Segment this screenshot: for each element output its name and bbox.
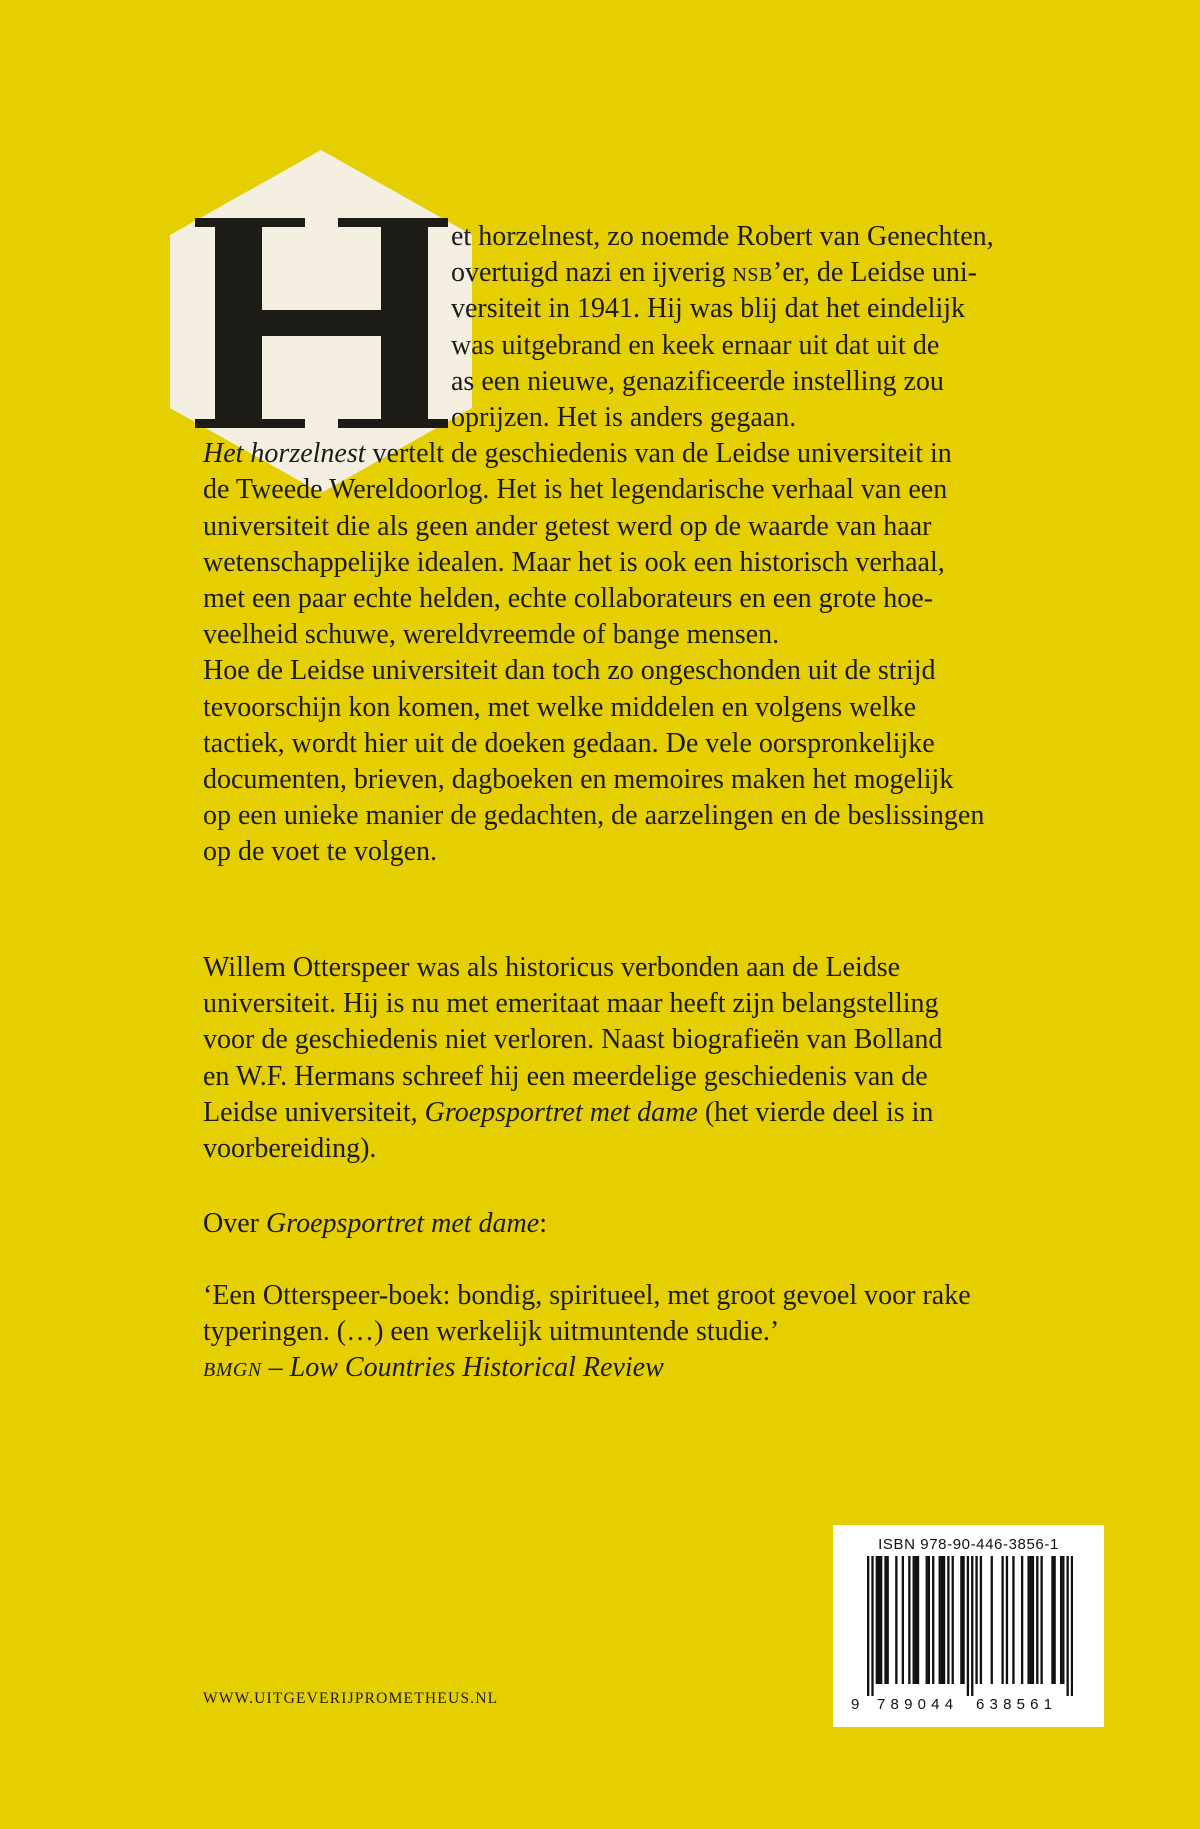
isbn-label: ISBN 978-90-446-3856-1 bbox=[878, 1536, 1059, 1553]
barcode-bar bbox=[878, 1556, 880, 1684]
barcode-bar bbox=[917, 1556, 919, 1684]
body-line: documenten, brieven, dagboeken en memoires maken het mogelijk bbox=[203, 764, 954, 796]
barcode-area bbox=[833, 1525, 1104, 1727]
barcode-bar bbox=[967, 1556, 969, 1696]
barcode-bar bbox=[915, 1556, 917, 1684]
barcode-bar bbox=[880, 1556, 882, 1684]
barcode-digit-lead: 9 bbox=[851, 1696, 860, 1713]
body-line: met een paar echte helden, echte collaborateurs en een grote hoe- bbox=[203, 583, 933, 615]
quote-line: ‘Een Otterspeer-boek: bondig, spiritueel, met groot gevoel voor rake bbox=[203, 1280, 971, 1311]
bio-line: voor de geschiedenis niet verloren. Naast biografieën van Bolland bbox=[203, 1024, 943, 1056]
barcode-bar bbox=[926, 1556, 928, 1684]
barcode-bar bbox=[932, 1556, 934, 1684]
barcode-bar bbox=[943, 1556, 945, 1684]
bio-line: universiteit. Hij is nu met emeritaat maar heeft zijn belangstelling bbox=[203, 988, 939, 1020]
barcode-bar bbox=[1062, 1556, 1064, 1684]
quote-line: typeringen. (…) een werkelijk uitmuntende studie.’ bbox=[203, 1316, 780, 1348]
barcode-bar bbox=[947, 1556, 949, 1684]
barcode-bar bbox=[902, 1556, 904, 1684]
barcode-bar bbox=[1032, 1556, 1034, 1684]
barcode-bar bbox=[941, 1556, 943, 1684]
barcode-bar bbox=[908, 1556, 910, 1684]
body-line: wetenschappelijke idealen. Maar het is ook een historisch verhaal, bbox=[203, 546, 945, 578]
body-line: op de voet te volgen. bbox=[203, 836, 438, 868]
intro-line: as een nieuwe, genazificeerde instelling zou bbox=[451, 365, 944, 397]
barcode-icon bbox=[867, 1556, 1073, 1696]
barcode-bar bbox=[962, 1556, 964, 1684]
barcode-bar bbox=[960, 1556, 962, 1684]
body-line: Het horzelnest vertelt de geschiedenis van de Leidse universiteit in bbox=[203, 438, 952, 470]
barcode-digits-left: 789044 bbox=[877, 1696, 959, 1713]
body-line: tevoorschijn kon komen, met welke middelen en volgens welke bbox=[203, 691, 917, 723]
review-quote bbox=[203, 1278, 1043, 1387]
barcode-bar bbox=[1051, 1556, 1053, 1684]
author-bio bbox=[203, 950, 1043, 1167]
barcode-bar bbox=[1071, 1556, 1073, 1696]
barcode-bar bbox=[980, 1556, 982, 1684]
bio-line: Leidse universiteit, Groepsportret met dame (het vierde deel is in bbox=[203, 1096, 934, 1128]
body-line: Hoe de Leidse universiteit dan toch zo ongeschonden uit de strijd bbox=[203, 655, 936, 687]
barcode-bar bbox=[1021, 1556, 1023, 1684]
barcode-bar bbox=[991, 1556, 993, 1684]
barcode-bar bbox=[1001, 1556, 1003, 1684]
barcode-bar bbox=[895, 1556, 897, 1684]
body-line: tactiek, wordt hier uit de doeken gedaan. De vele oorspronkelijke bbox=[203, 727, 935, 759]
source-abbreviation: bmgn bbox=[203, 1352, 262, 1384]
barcode-bar bbox=[971, 1556, 973, 1696]
previous-book-title: Groepsportret met dame bbox=[424, 1096, 698, 1128]
barcode-bar bbox=[1006, 1556, 1008, 1684]
body-line: veelheid schuwe, wereldvreemde of bange mensen. bbox=[203, 619, 780, 651]
barcode-bar bbox=[1030, 1556, 1032, 1684]
barcode-bar bbox=[1036, 1556, 1038, 1684]
barcode-bar bbox=[876, 1556, 878, 1684]
barcode-bar bbox=[1060, 1556, 1062, 1684]
intro-line: overtuigd nazi en ijverig nsb’er, de Leidse uni- bbox=[451, 257, 977, 289]
barcode-bar bbox=[1027, 1556, 1029, 1684]
drop-cap-letter: H bbox=[195, 218, 196, 219]
barcode-bar bbox=[928, 1556, 930, 1684]
barcode-bar bbox=[939, 1556, 941, 1684]
barcode-bar bbox=[871, 1556, 873, 1696]
body-line: op een unieke manier de gedachten, de aarzelingen en de beslissingen bbox=[203, 800, 985, 832]
bio-line: voorbereiding). bbox=[203, 1133, 377, 1165]
book-title: Het horzelnest bbox=[203, 438, 366, 470]
barcode-bar bbox=[867, 1556, 869, 1696]
quote-book-title: Groepsportret met dame bbox=[265, 1208, 540, 1239]
quote-source: bmgn – Low Countries Historical Review bbox=[203, 1352, 664, 1384]
barcode-bar bbox=[884, 1556, 886, 1684]
nsb-abbreviation: nsb bbox=[732, 257, 773, 289]
barcode-bar bbox=[887, 1556, 889, 1684]
bio-line: en W.F. Hermans schreef hij een meerdelige geschiedenis van de bbox=[203, 1060, 928, 1092]
body-line: universiteit die als geen ander getest werd op de waarde van haar bbox=[203, 510, 932, 542]
bio-line: Willem Otterspeer was als historicus verbonden aan de Leidse bbox=[203, 952, 901, 983]
intro-paragraph bbox=[203, 219, 1043, 871]
intro-line: oprijzen. Het is anders gegaan. bbox=[451, 402, 797, 434]
intro-line: was uitgebrand en keek ernaar uit dat uit de bbox=[451, 329, 940, 361]
publisher-website: WWW.UITGEVERIJPROMETHEUS.NL bbox=[203, 1690, 499, 1707]
body-line: de Tweede Wereldoorlog. Het is het legendarische verhaal van een bbox=[203, 474, 948, 506]
barcode-digits-right: 638561 bbox=[976, 1696, 1058, 1713]
quote-intro: Over Groepsportret met dame: bbox=[203, 1208, 547, 1239]
intro-line: versiteit in 1941. Hij was blij dat het eindelijk bbox=[451, 293, 966, 325]
intro-line: et horzelnest, zo noemde Robert van Genechten, bbox=[451, 221, 994, 252]
barcode-bar bbox=[1012, 1556, 1014, 1684]
barcode-bar bbox=[913, 1556, 915, 1684]
barcode-bar bbox=[952, 1556, 954, 1684]
barcode-bar bbox=[1040, 1556, 1042, 1684]
barcode-bar bbox=[1066, 1556, 1068, 1696]
barcode-bar bbox=[975, 1556, 977, 1684]
barcode-bar bbox=[1053, 1556, 1055, 1684]
